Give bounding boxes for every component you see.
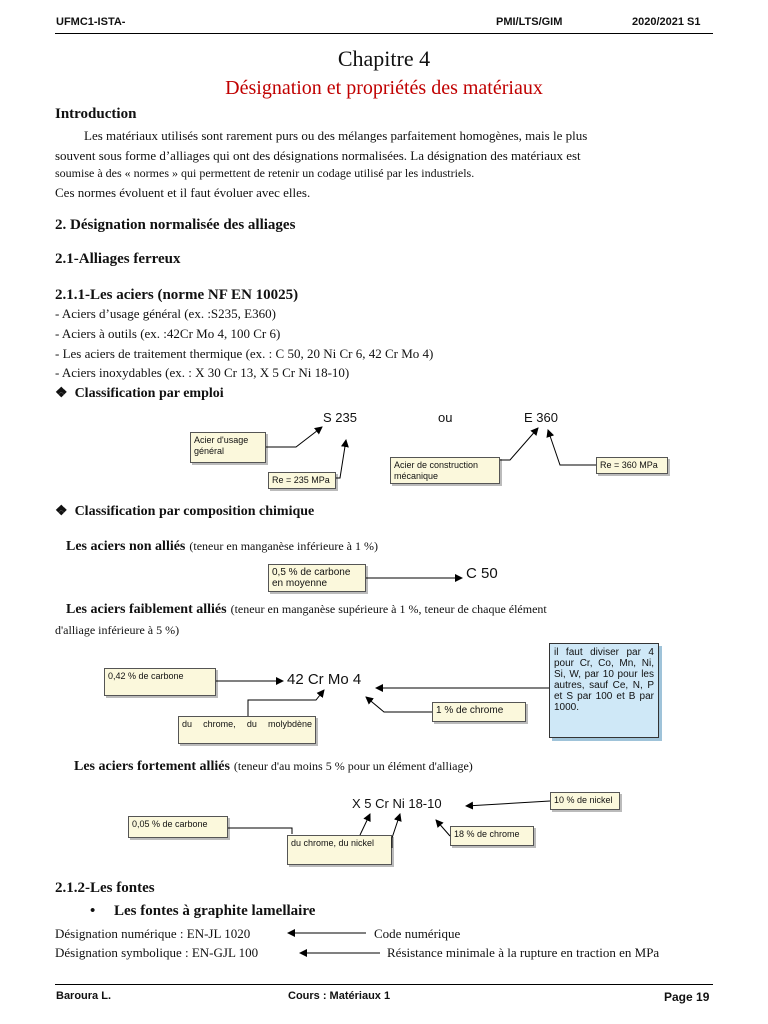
intro-line-2: souvent sous forme d’alliages qui ont des désignations normalisées. La désignation des matériaux est: [55, 148, 581, 163]
fontes-bullet: • Les fontes à graphite lamellaire: [90, 903, 316, 919]
box-chrome-molybdene: du chrome, du molybdène: [178, 716, 316, 744]
steel-list-item: - Aciers d’usage général (ex. :S235, E360): [55, 306, 276, 321]
steel-list-item: - Aciers inoxydables (ex. : X 30 Cr 13, X 5 Cr Ni 18-10): [55, 365, 350, 380]
code-x5crni: X 5 Cr Ni 18-10: [352, 796, 442, 811]
intro-heading: Introduction: [55, 106, 137, 122]
box-chrome-nickel: du chrome, du nickel: [287, 835, 392, 865]
fort-title: Les aciers fortement alliés: [74, 759, 230, 774]
intro-line-3: soumise à des « normes » qui permettent de retenir un codage utilisé par les industriels.: [55, 166, 475, 180]
footer-page-number: Page 19: [664, 990, 710, 1004]
header-left: UFMC1-ISTA-: [56, 16, 126, 28]
non-allies-title: Les aciers non alliés: [66, 539, 186, 554]
classif-emploi-title: ❖ Classification par emploi: [55, 386, 224, 401]
footer-left: Baroura L.: [56, 990, 112, 1002]
classif-chimique-title: ❖ Classification par composition chimique: [55, 504, 315, 519]
faibl-note-2: d'alliage inférieure à 5 %): [55, 623, 180, 637]
fontes-sym-label: Désignation symbolique : EN-GJL 100: [55, 945, 259, 960]
code-e360: E 360: [524, 410, 558, 425]
box-carbone-05: 0,5 % de carbone en moyenne: [268, 564, 366, 592]
section-2-1-1-heading: 2.1.1-Les aciers (norme NF EN 10025): [55, 287, 299, 303]
box-re-360: Re = 360 MPa: [596, 457, 668, 474]
fontes-num-desc: Code numérique: [374, 926, 461, 941]
faibl-title: Les aciers faiblement alliés: [66, 602, 227, 617]
code-s235: S 235: [323, 410, 357, 425]
fontes-num-label: Désignation numérique : EN-JL 1020: [55, 926, 251, 941]
faibl-note: (teneur en manganèse supérieure à 1 %, teneur de chaque élément: [230, 602, 547, 616]
non-allies-note: (teneur en manganèse inférieure à 1 %): [189, 539, 378, 553]
section-2-1-heading: 2.1-Alliages ferreux: [55, 251, 181, 267]
fontes-sym-desc: Résistance minimale à la rupture en traction en MPa: [387, 945, 660, 960]
box-re-235: Re = 235 MPa: [268, 472, 336, 489]
box-18-chrome: 18 % de chrome: [450, 826, 534, 846]
steel-list-item: - Les aciers de traitement thermique (ex. : C 50, 20 Ni Cr 6, 42 Cr Mo 4): [55, 346, 434, 361]
section-2-1-2-heading: 2.1.2-Les fontes: [55, 880, 155, 896]
steel-list-item: - Aciers à outils (ex. :42Cr Mo 4, 100 Cr 6): [55, 326, 281, 341]
box-1-chrome: 1 % de chrome: [432, 702, 526, 722]
header-middle: PMI/LTS/GIM: [496, 16, 563, 28]
box-acier-construction: Acier de construction mécanique: [390, 457, 500, 484]
divider-rule-note: il faut diviser par 4 pour Cr, Co, Mn, Ni, Si, W, par 10 pour les autres, sauf Ce, N, P et S par 100 et B par 1000.: [549, 643, 659, 738]
header-right: 2020/2021 S1: [632, 16, 701, 28]
ou-label: ou: [438, 410, 453, 425]
code-c50: C 50: [466, 565, 498, 582]
intro-line-4: Ces normes évoluent et il faut évoluer avec elles.: [55, 185, 311, 200]
fort-note: (teneur d'au moins 5 % pour un élément d'alliage): [233, 759, 473, 773]
page-title: Désignation et propriétés des matériaux: [225, 77, 543, 99]
code-42crmo4: 42 Cr Mo 4: [287, 671, 362, 688]
chapter-title: Chapitre 4: [337, 46, 431, 71]
diamond-bullet-icon: ❖: [55, 386, 68, 401]
footer-rule: [55, 984, 713, 985]
footer-middle: Cours : Matériaux 1: [288, 990, 391, 1002]
box-carbone-042: 0,42 % de carbone: [104, 668, 216, 696]
intro-line-1: Les matériaux utilisés sont rarement purs ou des mélanges parfaitement homogènes, mais le plus: [84, 128, 588, 143]
box-carbone-005: 0,05 % de carbone: [128, 816, 228, 838]
diamond-bullet-icon: ❖: [55, 504, 68, 519]
section-2-heading: 2. Désignation normalisée des alliages: [55, 217, 296, 233]
bullet-icon: •: [90, 903, 96, 919]
box-10-nickel: 10 % de nickel: [550, 792, 620, 810]
box-acier-usage-general: Acier d'usage général: [190, 432, 266, 463]
